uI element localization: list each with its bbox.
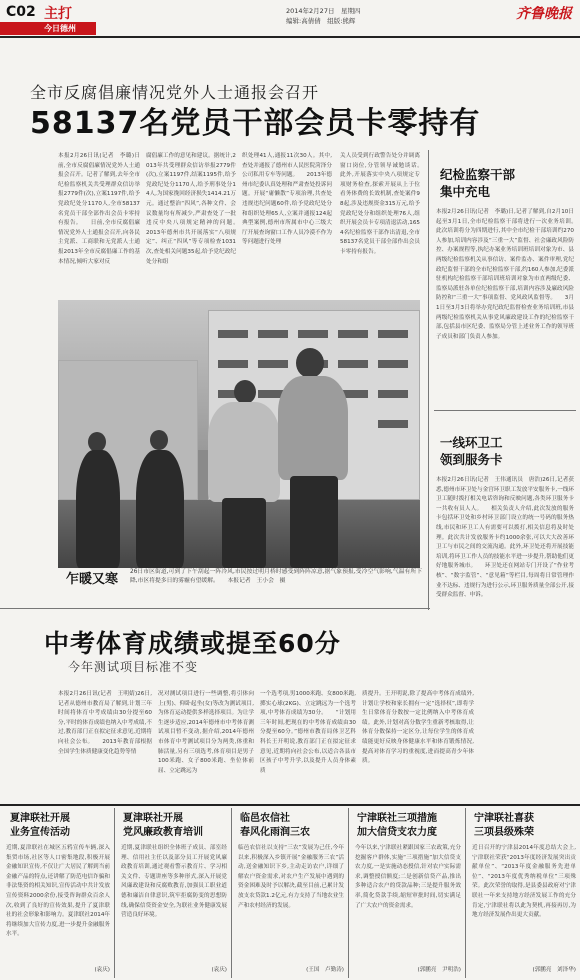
box1-title-line2: 业务宣传活动 bbox=[10, 827, 70, 838]
lead-column-4: 关人员受到行政警告处分并调离窗口岗位,分管领导诫勉谈话。 此外,开展落实中央八项规定专项财务检查,探索开展从上于位看务体费的长效机制,查处案件98起,涉及违规资金315万元,给予党政纪处分和组织处理76人,组织开展会员卡专项清退活动,1654名纪检监察干部作出清退,全市58137名党员干部全部作出会员卡零持有报告。 bbox=[340, 153, 420, 255]
sidebar1-title-line2: 集中充电 bbox=[440, 184, 491, 199]
news-photo bbox=[58, 300, 420, 568]
bottom-box-1 bbox=[0, 808, 114, 978]
box2-body: 近期,夏津联社组织全体班子成员、部室经理、信用社主任以及部分员工开展党风廉政教育培训,通过观看警示教育片、学习相关文件、专题讲座等多种形式,深入开展党风廉政建设和反腐败教育,加强员工职业道德和廉洁自律意识,筑牢拒腐防变的思想防线,确保信贷资金安全,为联社业务健康发展营造良好环境。 bbox=[121, 845, 227, 919]
lead-column-2: 腐倡廉工作的意见和建议。据统计,2013年共受理群众信访举报2779件(次),立案1197件,结案1195件,给予党政纪处分1170人,给予刑事处分14人,为国家挽回经济损失1414.21万元。通过整治“四风”,各种文件、会议数量均有所减少,严肃查处了一批违反中央八项规定精神的问题。 2013年德州市共开展落实“八项规定”、纠正“四风”等专项检查1031次,查处相关问题35起,给予党纪政纪处分和组 bbox=[146, 153, 236, 265]
box1-credit: (袁庆) bbox=[94, 967, 110, 973]
box5-credit: (郭鹏亮 刘泽华) bbox=[532, 967, 576, 973]
box4-title-line2: 加大信贷支农力度 bbox=[357, 827, 437, 838]
box4-body: 今年以来,宁津联社紧跟国家三农政策,充分挖掘客户群体,实施“三项措施”加大信贷支农力度,一是实施动态授信,针对农户实际需求,调整授信额度;二是创新信贷产品,推出多种适合农户的贷款品种;三是提升服务效率,简化贷款手续,缩短审批时间,切实满足了广大农户的资金需求。 bbox=[355, 845, 461, 909]
exam-subtitle: 今年测试项目标准不变 bbox=[68, 660, 199, 674]
editors-line: 编辑:高倩倩 组版:熊辉 bbox=[286, 17, 356, 25]
column-divider bbox=[428, 150, 429, 610]
box2-title-line2: 党风廉政教育培训 bbox=[123, 827, 203, 838]
section-name: 主打 bbox=[44, 6, 72, 22]
masthead-rule bbox=[0, 36, 580, 38]
box3-title-line1: 临邑农信社 bbox=[240, 813, 290, 824]
box1-title-line1: 夏津联社开展 bbox=[10, 813, 70, 824]
exam-column-1: 本报2月26日讯(记者 王明婧)26日,记者从德州市教育局了解到,计划三年时间将体育中考成绩由30分提至60分,平时的体育成绩也纳入中考成绩,不过,教育部门正在拟定征求意见,近期将向社会公布。 2013年教育部根据全国学生体质健康变化趋势等情 bbox=[58, 691, 152, 755]
box3-body: 临邑农信社以支持“三农”发展为己任,今年以来,积极深入乡镇开展“金融服务三农”活动,送金融知识下乡,主动走访农户,详细了解农户资金需求,对农户生产发展中遇到的资金困难及时予以解决,截至目前,已累计发放支农贷款1.2亿元,有力支持了当地农业生产和农村经济的发展。 bbox=[238, 845, 344, 909]
issue-date: 2014年2月27日 星期四 bbox=[286, 7, 361, 15]
box5-body: 近日召开的宁津县2014年度总结大会上,宁津联社荣获“2013年度经济发展突出贡献单位”、“2013年度金融服务先进单位”、“2013年度优秀纳税单位”三项殊荣。此次荣誉的取得,是县委县政府对宁津联社一年来支持地方经济发展工作的充分肯定,宁津联社将以此为契机,再接再厉,为地方经济发展作出更大贡献。 bbox=[472, 845, 576, 919]
box5-title-line1: 宁津联社喜获 bbox=[474, 813, 534, 824]
sidebar2-title-line2: 领到服务卡 bbox=[440, 452, 503, 467]
box4-title-line1: 宁津联社三项措施 bbox=[357, 813, 437, 824]
bottom-rule bbox=[0, 804, 580, 806]
lead-subtitle: 全市反腐倡廉情况党外人士通报会召开 bbox=[30, 83, 320, 102]
exam-column-2: 况对测试项目进行一些调整,将引体向上(男)、仰卧起坐(女)等改为测试项目,为体育运动提供多样选择项目。为让学生逐步适应,2014年德州市中考体育测试项目暂不变动,据介绍,2014年德州市体育中考测试项目分为两类,体重和肺活量,另有三项选考,体育项目是男子100米跑、女子800米跑、坐位体前屈、立定跳远为 bbox=[158, 691, 254, 774]
bottom-box-3 bbox=[232, 808, 348, 978]
box5-title-line2: 三项县级殊荣 bbox=[474, 827, 534, 838]
bottom-box-2 bbox=[115, 808, 231, 978]
sidebar-divider bbox=[434, 410, 576, 411]
box2-title-line1: 夏津联社开展 bbox=[123, 813, 183, 824]
sidebar1-body: 本报2月26日讯(记者 李璐)日,记者了解到,自2月10日起至3月1日,全市纪检监察干部将进行一次业务培训。 此次培训将分为四期进行,其中全市纪检干部培训约270人参加,培训内容涉及“三重一大”监督、社会廉政风险防控、办案规程等,执纪办案业务培训班培训对象为市、县两级纪检监察机关从事信访、案件监办、案件审理,党纪政纪监督干部的全市纪检监察干部,约160人参加,纪委派驻机构纪检监察干部培训班培训对象为市直两级纪委、监察局派驻各单位纪检监察干部,培训内容涉及廉政风险防控和“三重一大”事项监督、党风政风监督等。 3月1日至3月3日将举办党纪政纪监督检查业务培训班,市县两级纪检监察机关从事党风廉政建设工作的纪检监察干部,包括县市区纪委、监察局分管上述业务工作的领导班子成员和部门负责人参加。 bbox=[436, 209, 574, 340]
newspaper-logo: 齐鲁晚报 bbox=[516, 6, 572, 22]
sidebar2-body: 本报2月26日讯(记者 王伟通讯员 唐浩)26日,记者获悉,德州市环卫处与金宫环卫职工发放平安服务卡,一线环卫工随时拨打相关电话咨询和反映问题,各类环卫服务卡一共收有员人人。 相关负责人介绍,此次发放的服务卡包括环卫处和乡村环卫部门设立的统一号码的服务热线,市民和环卫工人有需要可以拨打,相关信息将及时处理。此次共计发放服务卡约1000余张,可以大大改善环卫工与市民之间的交流沟通。此外,环卫处还将开展技能培训,将环卫工作人员的技能水平进一步提升,帮助他们更好地服务城市。 环卫处还在网站专门开设了“作业考核”、“数字监管”、“意见箱”等栏目,每周将日常管理作业不达标、违规行为进行公示,环卫服务质量全部公开,接受群众监督、申诉。 bbox=[436, 477, 574, 599]
section-bar bbox=[0, 22, 96, 35]
box3-title-line2: 春风化雨润三农 bbox=[240, 827, 310, 838]
box1-body: 近期,夏津联社在城区五鸦宣传车辆,深入集贸市场,社区等人口密集地段,积极开展金融知识宣传,不仅让广大居民了解到当前金融产品的特点,还讲解了防范电信诈骗和非法集资的相关知识,宣传活动中共计发放宣传资料2000余份,接受咨询群众百余人次,收到了良好的宣传效果,提升了夏津联社的社会形象和影响力。夏津联社2014年将继续加大宣传力度,进一步提升金融服务水平。 bbox=[6, 845, 110, 938]
box3-credit: (王国 卢勤涛) bbox=[306, 967, 344, 973]
exam-column-4: 质提升。王开明说,除了提高中考体育成绩外,计划让学校和家长拥有一定“选择权”,即将学生日常体育分数按一定比例纳入中考体育成绩。此外,计划对高分数学生重新考核取得,让体育分数保持一定区分,让每位学生的体育成绩能更好反映身体健康水平和体育锻炼情况,提高对体育学习的重视度,进而提高青少年体质。 bbox=[362, 691, 474, 765]
lead-column-1: 本报2月26日讯(记者 李璐)日前,全市反腐倡廉情况党外人士通报会召开。记者了解到,去年全市纪检监察机关共受理群众信访举报2779件(次),立案1197件,给予党政纪处分1170人,全市58137名党员干部全部作出会员卡零持有报告。 日前,全市反腐倡廉情况党外人士通报会召开,向各民主党派、工商联和无党派人士通报2013年全市反腐倡廉工作的基本情况,倾听大家对反 bbox=[58, 153, 140, 265]
bottom-box-5 bbox=[466, 808, 580, 978]
lead-headline: 58137名党员干部会员卡零持有 bbox=[30, 106, 481, 141]
page-number: C02 bbox=[6, 4, 36, 20]
exam-headline: 中考体育成绩或提至60分 bbox=[44, 629, 341, 658]
box4-credit: (郭鹏亮 尹明浩) bbox=[417, 967, 461, 973]
photo-caption: 26日市区街道,可到了下午刮起一阵冷风,市民按过明月桥时感受到阵阵凉意,据气象预报,受冷空气影响,气温有所下降,市区将提多日的雾霾有望缓解。 本报记者 王小会 摄 bbox=[130, 569, 422, 584]
lead-column-3: 织处理41人,通报11次30人。其中,查处并通报了德州市人民医院菏泽分公司私用专车等问题。 2013年德州市纪委认真处理和严肃查处投诉问题。开展“庸懒散”专项治理,共查处违规违纪问题60件,给予党政纪处分和组织处理65人,立案并通报124起典型案例,德州市所属市中心三级大厅开展查询窗口工作人员冷漠不作为等问题进行处理 bbox=[242, 153, 332, 246]
section-divider bbox=[0, 608, 430, 609]
sidebar2-title-line1: 一线环卫工 bbox=[440, 435, 503, 450]
photo-title: 乍暖又寒 bbox=[66, 572, 119, 587]
section-bar-label: 今日德州 bbox=[44, 24, 76, 33]
exam-column-3: 一个选考项,男1000米跑、女800米跑,掷实心球(2KG)、立定跳远为一个选考项,中考体育成绩为30分。 “计划用三年时间,把现在的中考体育成绩由30分提至60分。”德州市教育局体卫艺科科长王开明说,教育部门正在拟定征求意见,近期将向社会公布,以适合各县市区孩子中考升学,以及提升人员身体素质 bbox=[260, 691, 356, 774]
box2-credit: (袁庆) bbox=[211, 967, 227, 973]
bottom-box-4 bbox=[349, 808, 465, 978]
sidebar1-title-line1: 纪检监察干部 bbox=[440, 167, 516, 182]
